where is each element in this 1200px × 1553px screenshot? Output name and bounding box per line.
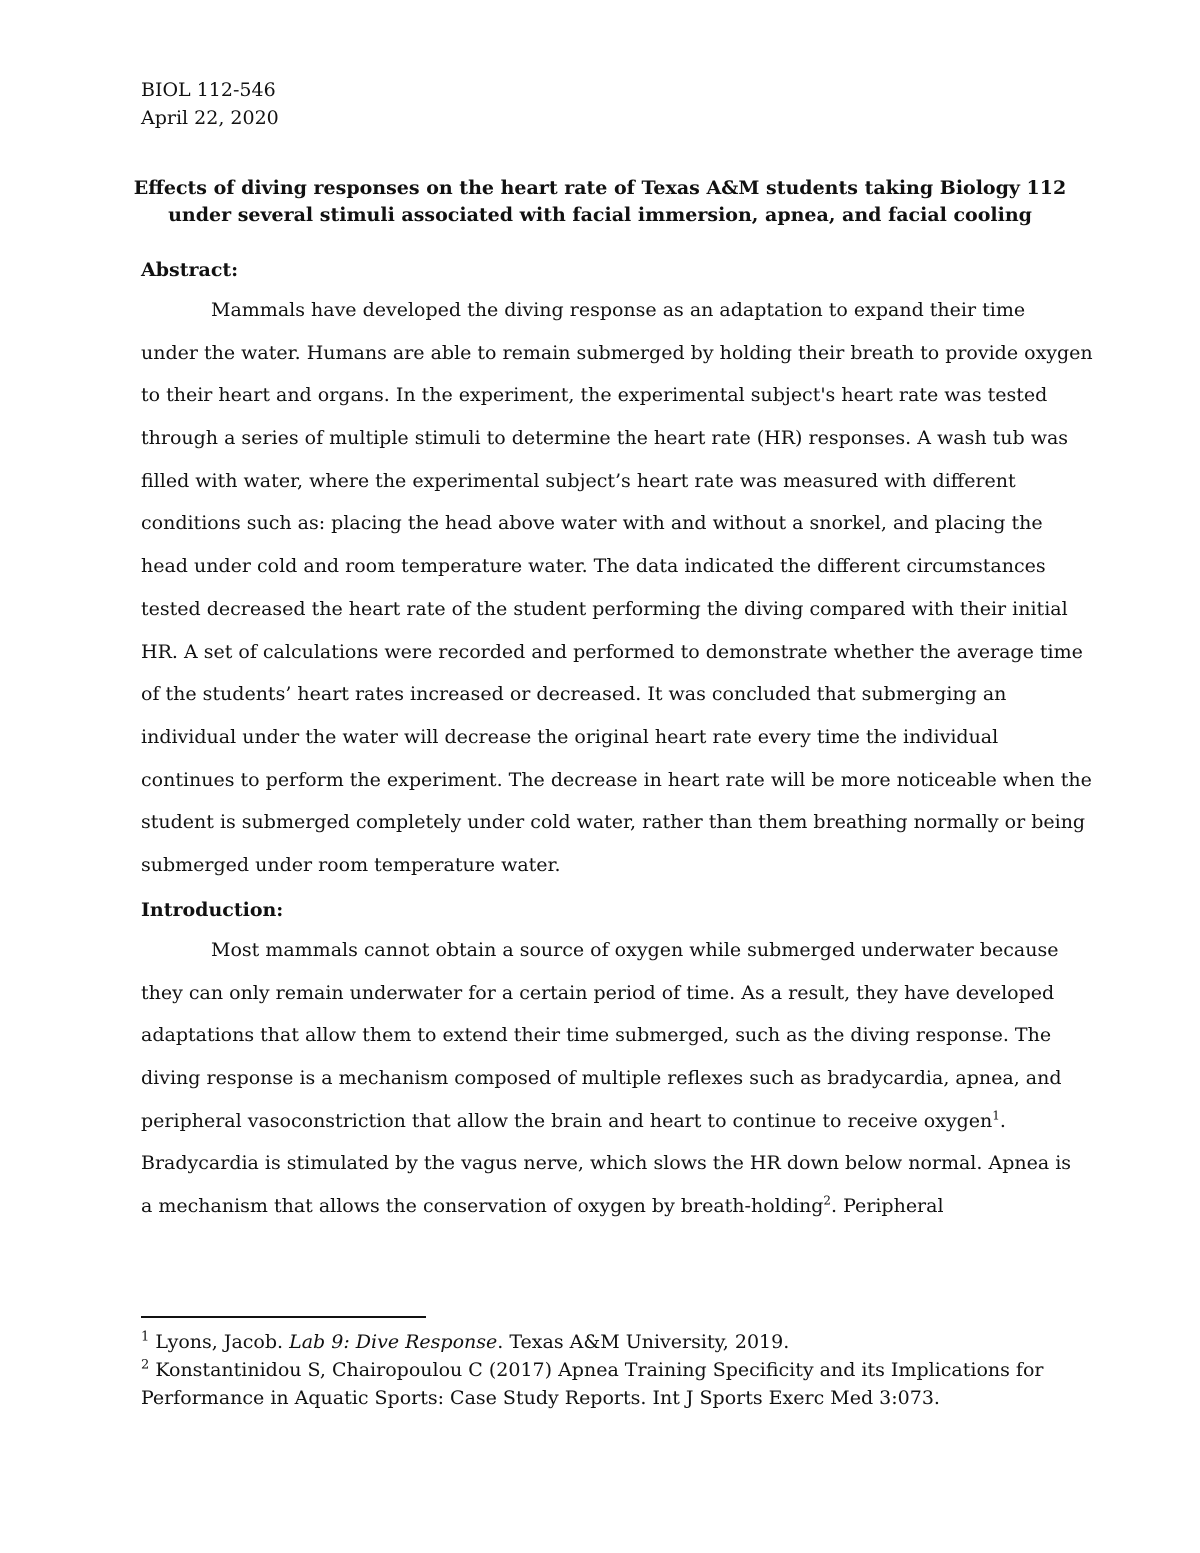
abstract-line: head under cold and room temperature water. The data indicated the different circumstances: [141, 555, 1046, 578]
introduction-line: diving response is a mechanism composed of multiple reflexes such as bradycardia, apnea, and: [141, 1067, 1062, 1090]
introduction-line-text: .: [999, 1109, 1006, 1132]
abstract-line: conditions such as: placing the head above water with and without a snorkel, and placing the: [141, 512, 1043, 535]
title-line-2: under several stimuli associated with facial immersion, apnea, and facial cooling: [168, 204, 1032, 226]
abstract-line: HR. A set of calculations were recorded and performed to demonstrate whether the average time: [141, 640, 1083, 663]
footnote-2: [141, 1356, 1071, 1384]
abstract-line: student is submerged completely under cold water, rather than them breathing normally or being: [141, 811, 1086, 834]
abstract-line: of the students’ heart rates increased or decreased. It was concluded that submerging an: [141, 683, 1007, 706]
paper-title: [110, 175, 1090, 229]
abstract-line: individual under the water will decrease the original heart rate every time the individual: [141, 725, 999, 748]
abstract-body: [141, 298, 1093, 896]
introduction-line-text: a mechanism that allows the conservation of oxygen by breath-holding: [141, 1195, 824, 1218]
abstract-line: tested decreased the heart rate of the student performing the diving compared with their initial: [141, 597, 1068, 620]
introduction-line: they can only remain underwater for a certain period of time. As a result, they have developed: [141, 981, 1055, 1004]
footnote-author: Lyons, Jacob.: [149, 1331, 290, 1353]
footnote-marker: 2: [141, 1357, 150, 1373]
footnote-marker: 1: [141, 1329, 150, 1345]
abstract-heading: Abstract:: [141, 259, 239, 281]
introduction-line: Bradycardia is stimulated by the vagus nerve, which slows the HR down below normal. Apnea is: [141, 1152, 1072, 1175]
introduction-body: [141, 938, 1071, 1237]
abstract-line: to their heart and organs. In the experiment, the experimental subject's heart rate was tested: [141, 384, 1048, 407]
abstract-line: Mammals have developed the diving response as an adaptation to expand their time: [211, 299, 1026, 321]
introduction-line-text: . Peripheral: [831, 1195, 944, 1218]
document-date: April 22, 2020: [141, 107, 279, 129]
introduction-line-text: peripheral vasoconstriction that allow the brain and heart to continue to receive oxygen: [141, 1109, 993, 1132]
footnote-ref-1: 1: [992, 1108, 1000, 1123]
footnotes: [141, 1328, 1071, 1412]
abstract-line: through a series of multiple stimuli to determine the heart rate (HR) responses. A wash tub was: [141, 427, 1069, 450]
introduction-line: [141, 1194, 1071, 1237]
introduction-line: adaptations that allow them to extend their time submerged, such as the diving response. The: [141, 1024, 1052, 1047]
footnote-text: Konstantinidou S, Chairopoulou C (2017) Apnea Training Specificity and its Implications for: [149, 1359, 1044, 1381]
abstract-line: filled with water, where the experimental subject’s heart rate was measured with different: [141, 469, 1016, 492]
abstract-line: under the water. Humans are able to remain submerged by holding their breath to provide oxygen: [141, 341, 1093, 364]
footnote-2-continued: Performance in Aquatic Sports: Case Study Reports. Int J Sports Exerc Med 3:073.: [141, 1387, 940, 1409]
introduction-heading: Introduction:: [141, 899, 284, 921]
introduction-line: Most mammals cannot obtain a source of oxygen while submerged underwater because: [211, 939, 1059, 961]
footnote-ref-2: 2: [823, 1193, 831, 1208]
abstract-line: submerged under room temperature water.: [141, 853, 561, 876]
course-code: BIOL 112-546: [141, 79, 276, 101]
footnote-separator: [141, 1316, 426, 1318]
introduction-line: [141, 1109, 1071, 1152]
footnote-source-rest: . Texas A&M University, 2019.: [497, 1331, 790, 1353]
title-line-1: Effects of diving responses on the heart rate of Texas A&M students taking Biology 112: [133, 177, 1067, 199]
footnote-1: [141, 1328, 1071, 1356]
footnote-source-title: Lab 9: Dive Response: [289, 1331, 498, 1353]
abstract-line: continues to perform the experiment. The decrease in heart rate will be more noticeable when the: [141, 768, 1092, 791]
